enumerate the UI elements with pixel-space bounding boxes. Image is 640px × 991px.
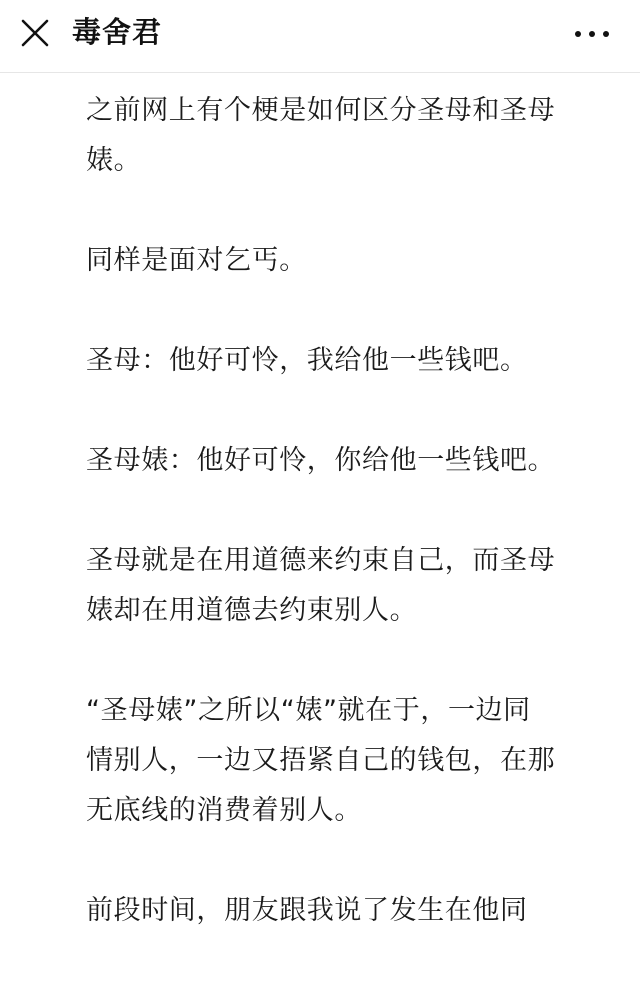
close-icon — [18, 16, 54, 52]
more-icon — [572, 22, 612, 46]
article-paragraph: 圣母婊：他好可怜，你给他一些钱吧。 — [86, 445, 556, 476]
article-paragraph: 圣母就是在用道德来约束自己，而圣母婊却在用道德去约束别人。 — [86, 545, 556, 626]
page-title: 毒舍君 — [72, 15, 163, 49]
close-button[interactable] — [18, 16, 54, 52]
more-button[interactable] — [572, 22, 612, 46]
article-paragraph: 前段时间，朋友跟我说了发生在他同 — [86, 895, 528, 926]
article-paragraph: 同样是面对乞丐。 — [86, 245, 307, 276]
article-paragraph: 圣母：他好可怜，我给他一些钱吧。 — [86, 345, 528, 376]
article-paragraph: “圣母婊”之所以“婊”就在于，一边同情别人，一边又捂紧自己的钱包，在那无底线的消费着别人。 — [86, 695, 556, 826]
top-bar — [0, 0, 640, 73]
article-body — [86, 86, 556, 991]
article-paragraph: 之前网上有个梗是如何区分圣母和圣母婊。 — [86, 95, 556, 176]
